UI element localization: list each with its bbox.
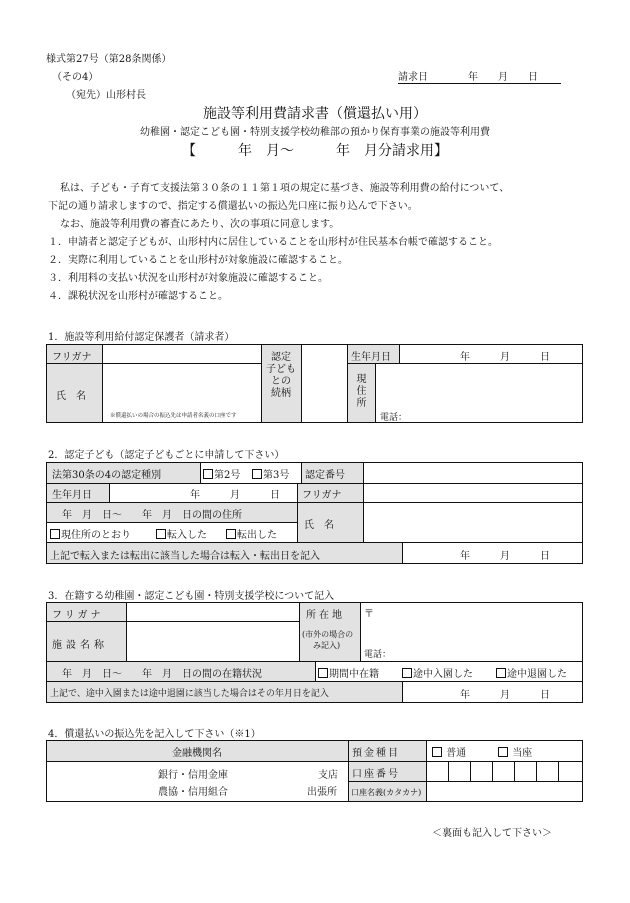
section1-dob-label: 生年月日 bbox=[351, 352, 391, 363]
section2-period-address: 年 月 日～ 年 月 日の間の住所 bbox=[62, 510, 242, 521]
section4-account-holder-input[interactable] bbox=[428, 783, 581, 800]
section4-deposit-type-label: 預金種目 bbox=[352, 748, 400, 759]
request-date[interactable]: 請求日 年 月 日 bbox=[398, 68, 561, 84]
section3-opt-join[interactable]: 途中入園した bbox=[402, 665, 473, 680]
section1-phone-label[interactable]: 電話： bbox=[380, 413, 408, 423]
consent-item: ２．実際に利用していることを山形村が対象施設に確認すること。 bbox=[48, 255, 348, 266]
section4-bank-name-label: 金融機関名 bbox=[172, 748, 222, 759]
page-title: 施設等利用費請求書（償還払い用） bbox=[203, 106, 427, 122]
section2-furigana-label: フリガナ bbox=[302, 490, 342, 501]
section4-bank-type-2: 農協・信用組合 bbox=[158, 787, 228, 798]
consent-item: ３．利用料の支払い状況を山形村が対象施設に確認すること。 bbox=[48, 273, 328, 284]
billing-period: 【 年 月～ 年 月分請求用】 bbox=[182, 143, 448, 159]
intro-line-3: なお、施設等利用費の審査にあたり、次の事項に同意します。 bbox=[60, 219, 340, 230]
section1-relation-label: 認定 子ども との 続柄 bbox=[266, 352, 296, 399]
checkbox[interactable] bbox=[432, 747, 442, 757]
section4-heading: 4．償還払いの振込先を記入して下さい（※1） bbox=[48, 729, 261, 740]
section3-outside-note: (市外の場合の bbox=[302, 630, 354, 639]
section1-address-input[interactable] bbox=[377, 365, 581, 407]
section1-relation-input[interactable] bbox=[303, 346, 346, 421]
section1-furigana-label: フリガナ bbox=[52, 352, 92, 363]
section2-dob-value[interactable]: 年 月 日 bbox=[190, 490, 280, 501]
checkbox[interactable] bbox=[156, 529, 166, 539]
checkbox[interactable] bbox=[496, 668, 506, 678]
section3-opt-full[interactable]: 期間中在籍 bbox=[318, 665, 379, 680]
page-subtitle: 幼稚園・認定こども園・特別支援学校幼稚部の預かり保育事業の施設等利用費 bbox=[140, 127, 490, 138]
section3-outside-note: み記入) bbox=[313, 641, 341, 650]
section1-name-note: ※償還払いの場合の振込先は申請者名義の口座です bbox=[110, 413, 237, 419]
section4-account-no-input[interactable] bbox=[428, 762, 581, 780]
section2-dob-label: 生年月日 bbox=[52, 490, 92, 501]
section3-furigana-label: フリガナ bbox=[52, 610, 104, 621]
section2-moved-note: 上記で転入または転出に該当した場合は転入・転出日を記入 bbox=[50, 551, 320, 562]
checkbox[interactable] bbox=[50, 529, 60, 539]
section2-cert-no-label: 認定番号 bbox=[305, 470, 345, 481]
section1-dob-value[interactable]: 年 月 日 bbox=[460, 352, 550, 363]
section4-bank-name-input[interactable] bbox=[48, 763, 146, 800]
section4-sub-branch-label: 出張所 bbox=[307, 787, 337, 798]
section2-cert-type-label: 法第30条の4の認定種別 bbox=[52, 470, 162, 481]
checkbox[interactable] bbox=[203, 469, 213, 479]
section4-account-no-label: 口座番号 bbox=[352, 769, 400, 780]
section4-opt-regular[interactable]: 普通 bbox=[432, 744, 466, 759]
section2-heading: 2．認定子ども（認定子どもごとに申請して下さい） bbox=[48, 450, 285, 461]
section1-name-input[interactable] bbox=[104, 365, 260, 407]
intro-line-2: 下記の通り請求しますので、指定する償還払いの振込先口座に振り込んで下さい。 bbox=[48, 201, 418, 212]
section4-account-holder-label: 口座名義(カタカナ) bbox=[351, 788, 422, 797]
section3-mid-date[interactable]: 年 月 日 bbox=[460, 690, 550, 701]
section3-location-label: 所在地 bbox=[306, 610, 345, 621]
section3-phone-label[interactable]: 電話： bbox=[364, 650, 392, 660]
section3-mid-note: 上記で、途中入園または途中退園に該当した場合はその年月日を記入 bbox=[50, 689, 329, 699]
form-sub-number: （その4） bbox=[52, 72, 99, 83]
section2-furigana-input[interactable] bbox=[365, 484, 581, 501]
section2-moved-in[interactable]: 転入した bbox=[156, 526, 207, 541]
section3-enroll-status-label: 年 月 日～ 年 月 日の間の在籍状況 bbox=[62, 669, 262, 680]
section2-addr-same[interactable]: 現住所のとおり bbox=[50, 526, 131, 541]
intro-line-1: 私は、子ども・子育て支援法第３０条の１１第１項の規定に基づき、施設等利用費の給付について、 bbox=[60, 183, 510, 194]
section3-facility-name-input[interactable] bbox=[128, 623, 298, 660]
addressee: （宛先）山形村長 bbox=[66, 90, 146, 101]
checkbox[interactable] bbox=[318, 668, 328, 678]
checkbox[interactable] bbox=[226, 529, 236, 539]
section1-heading: 1．施設等利用給付認定保護者（請求者） bbox=[48, 332, 235, 343]
section2-name-input[interactable] bbox=[365, 504, 581, 541]
section2-cert-type-2[interactable]: 第2号 bbox=[203, 466, 240, 481]
form-number: 様式第27号（第28条関係） bbox=[46, 54, 172, 65]
section3-opt-leave[interactable]: 途中退園した bbox=[496, 665, 567, 680]
section2-name-label: 氏 名 bbox=[304, 520, 334, 531]
section2-cert-type-3[interactable]: 第3号 bbox=[252, 466, 289, 481]
consent-item: ４．課税状況を山形村が確認すること。 bbox=[48, 291, 228, 302]
section2-cert-no-input[interactable] bbox=[365, 464, 581, 482]
checkbox[interactable] bbox=[402, 668, 412, 678]
section4-opt-current[interactable]: 当座 bbox=[498, 744, 532, 759]
checkbox[interactable] bbox=[498, 747, 508, 757]
footer-note: ＜裏面も記入して下さい＞ bbox=[432, 828, 552, 839]
checkbox[interactable] bbox=[252, 469, 262, 479]
section3-furigana-input[interactable] bbox=[128, 604, 298, 620]
section4-bank-type-1: 銀行・信用金庫 bbox=[158, 770, 228, 781]
section4-branch-label: 支店 bbox=[318, 770, 338, 781]
section2-moved-out[interactable]: 転出した bbox=[226, 526, 277, 541]
section3-postal-mark[interactable]: 〒 bbox=[364, 609, 374, 620]
section3-heading: 3．在籍する幼稚園・認定こども園・特別支援学校について記入 bbox=[48, 591, 335, 602]
consent-item: １．申請者と認定子どもが、山形村内に居住していることを山形村が住民基本台帳で確認すること。 bbox=[48, 237, 498, 248]
section3-facility-name-label: 施設名称 bbox=[52, 640, 108, 651]
section1-furigana-input[interactable] bbox=[104, 346, 260, 362]
section2-moved-date[interactable]: 年 月 日 bbox=[460, 551, 550, 562]
section4-branch-input[interactable] bbox=[240, 763, 306, 800]
section1-address-label: 現 住 所 bbox=[356, 374, 367, 409]
section1-name-label: 氏 名 bbox=[56, 391, 86, 402]
